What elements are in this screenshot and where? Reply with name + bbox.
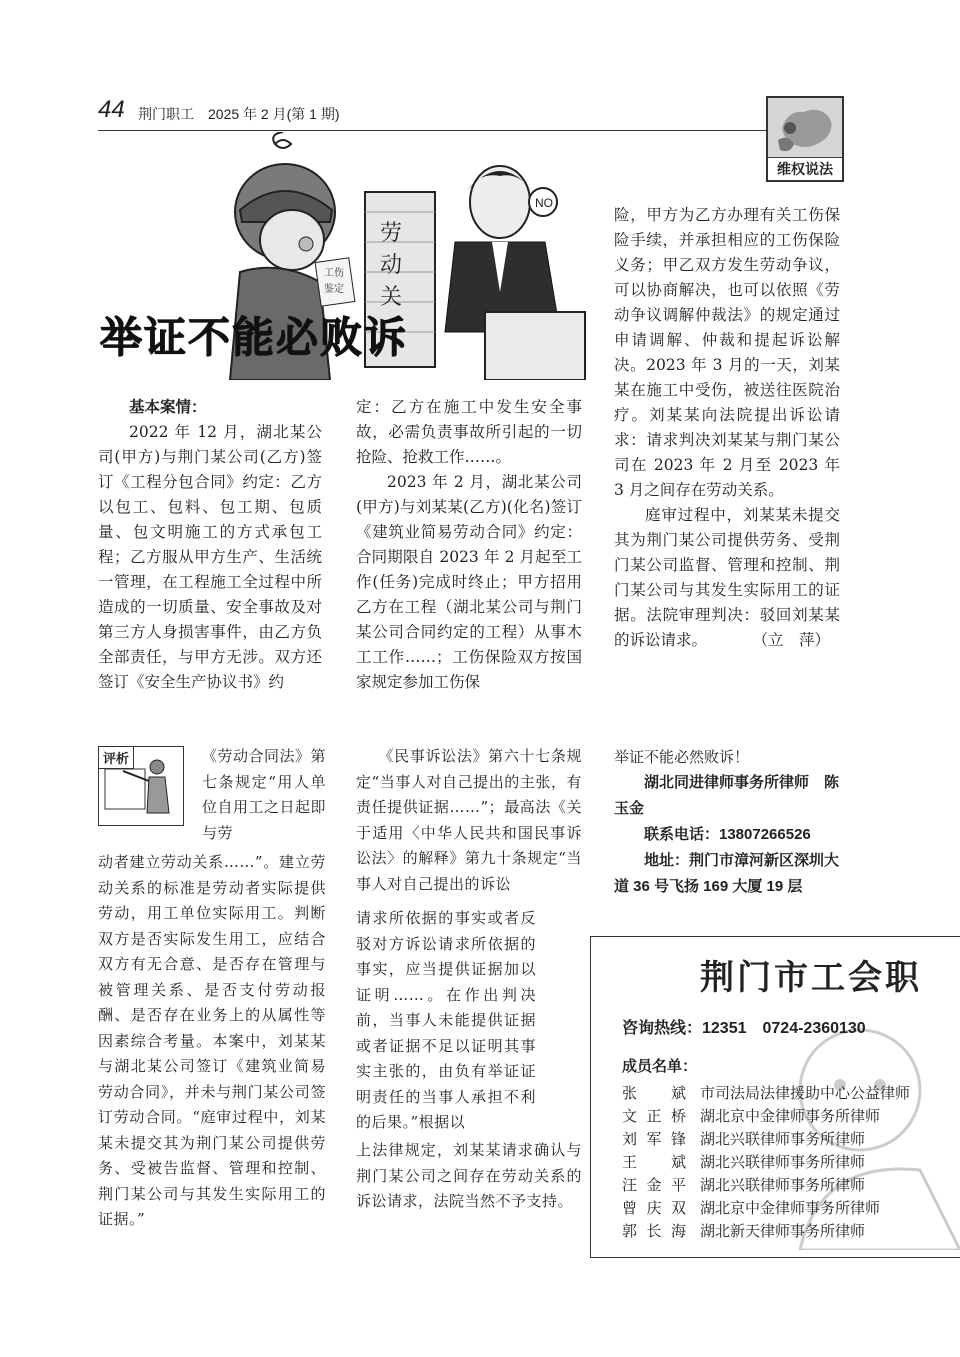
- china-map-icon: [768, 98, 842, 158]
- commentary-text-3: 《民事诉讼法》第六十七条规定“当事人对自己提出的主张，有责任提供证据……”；最高法《关于适用〈中华人民共和国民事诉讼法〉的解释》第九十条规定“当事人对自己提出的诉讼: [356, 747, 582, 893]
- lawyer-info: [614, 744, 844, 900]
- member-row: [622, 1220, 865, 1243]
- commentary-text-1: 《劳动合同法》第七条规定“用人单位自用工之日起即与劳: [202, 747, 327, 842]
- member-org: 湖北兴联律师事务所律师: [700, 1176, 866, 1194]
- commentary-box: [98, 746, 184, 826]
- page-number: 44: [98, 96, 125, 123]
- document-label: 工伤: [324, 268, 344, 279]
- section-badge: [766, 96, 844, 182]
- member-name: 张斌: [622, 1084, 686, 1102]
- case-heading: 基本案情：: [129, 399, 207, 416]
- publication-line: 荆门职工 2025 年 2 月(第 1 期): [138, 106, 340, 122]
- author: （立 萍）: [752, 631, 830, 649]
- member-name: 汪金平: [622, 1176, 686, 1194]
- case-paragraph-3: 2023 年 2 月，湖北某公司(甲方)与刘某某(乙方)(化名)签订《建筑业简易劳动合同》约定：合同期限自 2023 年 2 月起至工作(任务)完成时终止；甲方招用乙方在工程（湖北某公司与荆门某公司合同约定的工程）从事木工工作……；工伤保险双方按国家规定参加工伤保: [356, 473, 582, 691]
- member-row: [622, 1151, 865, 1174]
- member-name: 刘军锋: [622, 1130, 686, 1148]
- member-name: 郭长海: [622, 1222, 686, 1240]
- article-column-2: [356, 395, 582, 695]
- wall-sign: 劳: [380, 221, 403, 246]
- member-row: [622, 1082, 910, 1105]
- no-sign: NO: [535, 196, 553, 210]
- member-org: 湖北兴联律师事务所律师: [700, 1130, 866, 1148]
- commentary-text-2: 动者建立劳动关系……”。建立劳动关系的标准是劳动者实际提供劳动，用工单位实际用工。判断双方是否实际发生用工，应结合双方有无合意、是否存在管理与被管理关系、是否支付劳动报酬、是否存在业务上的从属性等因素综合考量。本案中，刘某某与湖北某公司签订《建筑业简易劳动合同》，并未与荆门某公司签订劳动合同。“庭审过程中，刘某某未提交其为荆门某公司提供劳务、受被告监督、管理和控制、荆门某公司与其发生实际用工的证据。”: [98, 853, 326, 1228]
- member-org: 市司法局法律援助中心公益律师: [700, 1084, 911, 1102]
- section-badge-label: 维权说法: [768, 157, 842, 180]
- svg-text:鉴定: 鉴定: [324, 284, 344, 295]
- member-name: 王斌: [622, 1153, 686, 1171]
- case-paragraph-4: 险，甲方为乙方办理有关工伤保险手续，并承担相应的工伤保险义务；甲乙双方发生劳动争议，可以协商解决，也可以依照《劳动争议调解仲裁法》的规定通过申请调解、仲裁和提起诉讼解决。2023 年 3 月的一天，刘某某在施工中受伤，被送往医院治疗。刘某某向法院提出诉讼请求：请求判决刘某某与荆门某公司在 2023 年 2 月至 2023 年 3 月之间存在劳动关系。: [614, 206, 840, 499]
- members-heading: 成员名单：: [622, 1058, 698, 1075]
- member-row: [622, 1174, 865, 1197]
- member-org: 湖北京中金律师事务所律师: [700, 1199, 881, 1217]
- member-org: 湖北兴联律师事务所律师: [700, 1153, 866, 1171]
- commentary-text-5: 上法律规定，刘某某请求确认与荆门某公司之间存在劳动关系的诉讼请求，法院当然不予支持。: [356, 1141, 582, 1210]
- member-name: 文正桥: [622, 1107, 686, 1125]
- member-row: [622, 1197, 880, 1220]
- case-paragraph-2: 定：乙方在施工中发生安全事故，必需负责事故所引起的一切抢险、抢救工作……。: [356, 398, 582, 466]
- lawyer-address: 地址：荆门市漳河新区深圳大道 36 号飞扬 169 大厦 19 层: [614, 852, 840, 895]
- commentary-text-4: 请求所依据的事实或者反驳对方诉讼请求所依据的事实，应当提供证据加以证明……。在作出判决前，当事人未能提供证据或者证据不足以证明其事实主张的，由负有举证证明责任的当事人承担不利的后果。”根据以: [356, 909, 536, 1131]
- member-name: 曾庆双: [622, 1199, 686, 1217]
- header-rule: [98, 130, 840, 131]
- lawyer-name: 湖北同进律师事务所律师 陈玉金: [614, 774, 840, 817]
- svg-text:关: 关: [380, 285, 403, 310]
- member-org: 湖北京中金律师事务所律师: [700, 1107, 881, 1125]
- union-box-title: 荆门市工会职: [700, 958, 922, 998]
- svg-text:动: 动: [380, 253, 403, 278]
- commentary-label: 评析: [99, 747, 134, 769]
- member-org: 湖北新天律师事务所律师: [700, 1222, 866, 1240]
- article-column-1: [98, 395, 322, 695]
- member-row: [622, 1128, 865, 1151]
- lawyer-phone: 联系电话：13807266526: [644, 826, 811, 843]
- case-paragraph-1: 2022 年 12 月，湖北某公司(甲方)与荆门某公司(乙方)签订《工程分包合同》约定：乙方以包工、包料、包工期、包质量、包文明施工的方式承包工程；乙方服从甲方生产、生活统一管理，在工程施工全过程中所造成的一切质量、安全事故及对第三方人身损害事件，由乙方负全部责任，与甲方无涉。双方还签订《安全生产协议书》约: [98, 423, 322, 691]
- article-title: 举证不能必败诉: [100, 313, 409, 362]
- case-paragraph-5: 庭审过程中，刘某某未提交其为荆门某公司提供劳务、受荆门某公司监督、管理和控制、荆门某公司与其发生实际用工的证据。法院审理判决：驳回刘某某的诉讼请求。: [614, 506, 840, 649]
- article-column-3: [614, 203, 840, 653]
- member-row: [622, 1105, 880, 1128]
- union-hotline: 咨询热线：12351 0724-2360130: [622, 1020, 866, 1037]
- conclusion: 举证不能必然败诉！: [614, 748, 750, 766]
